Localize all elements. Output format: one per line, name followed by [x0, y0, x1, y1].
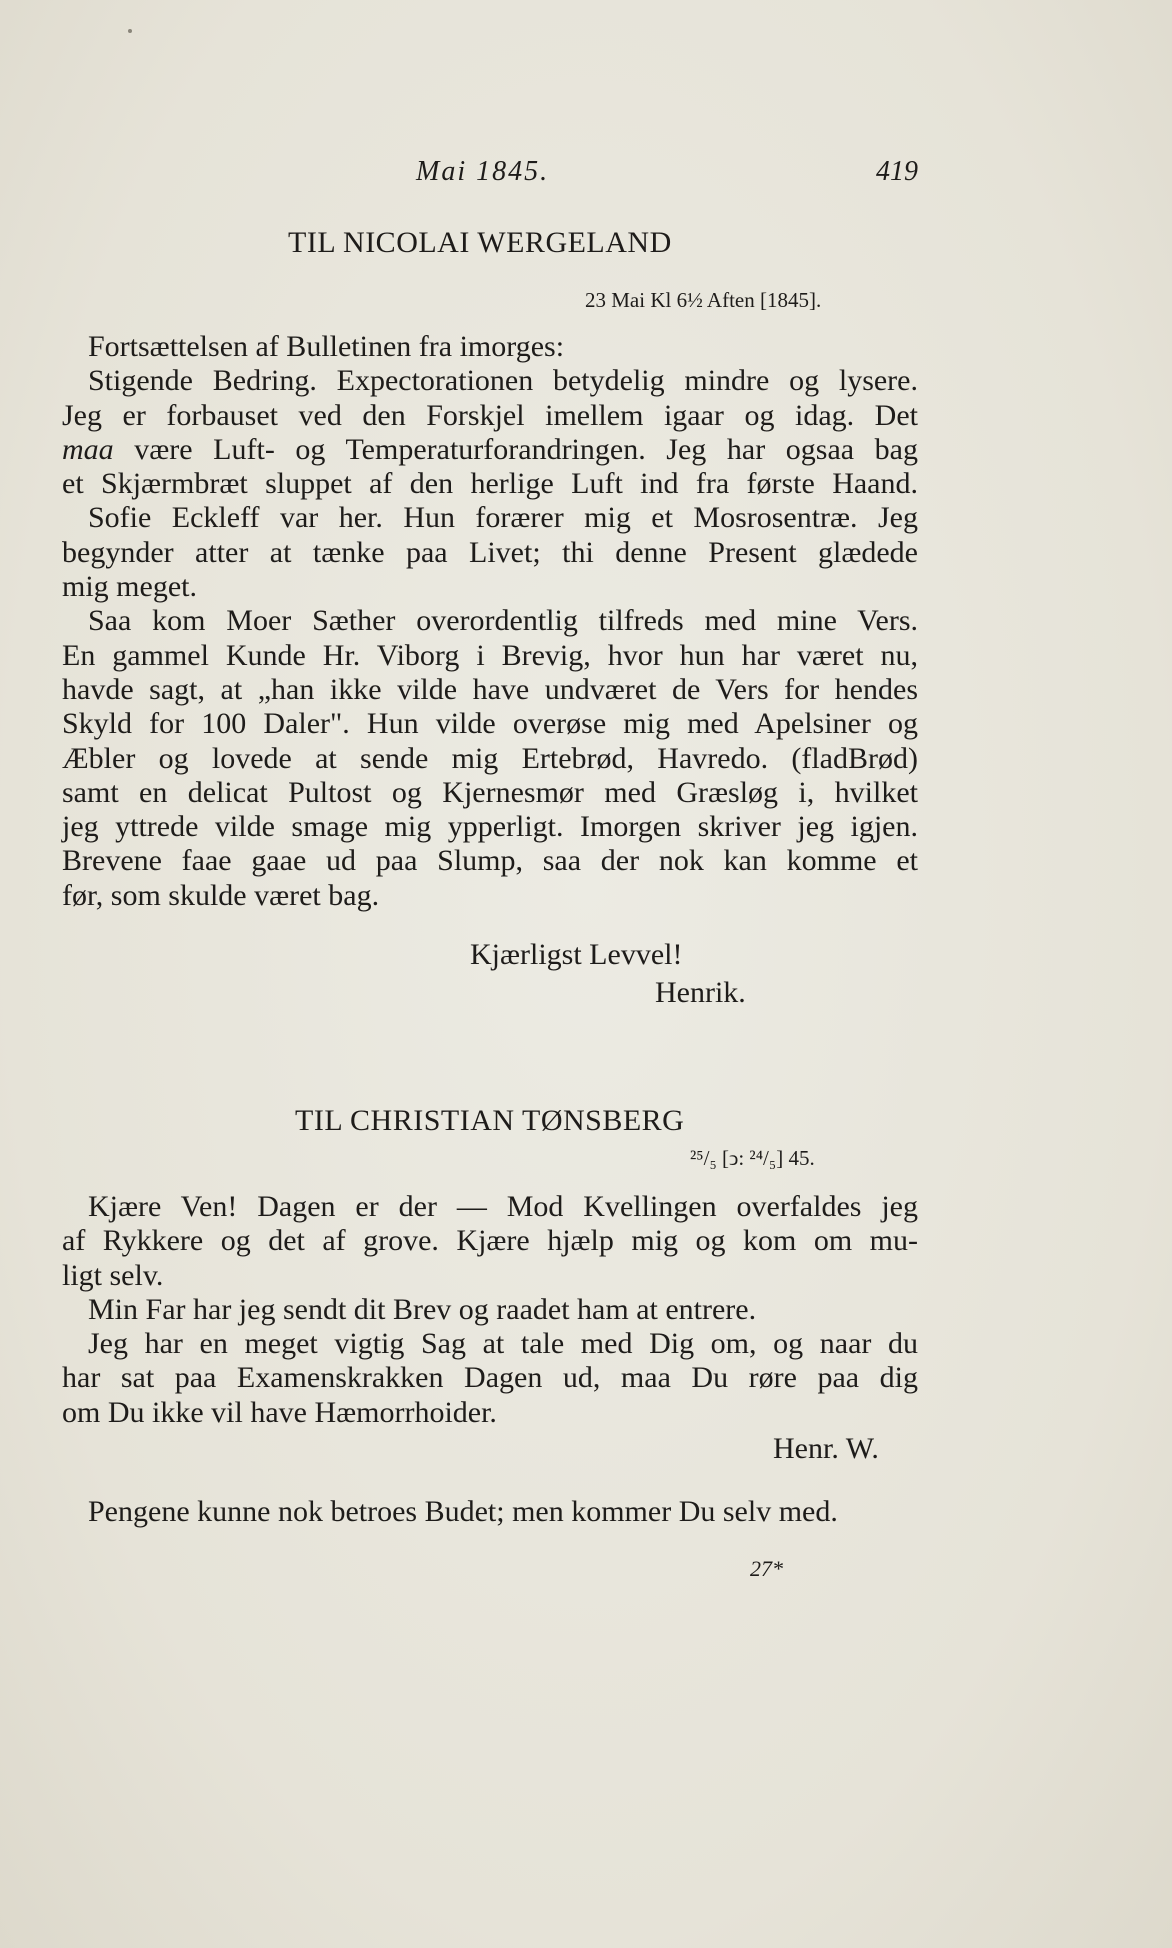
text-line: Sofie Eckleff var her. Hun forærer mig et Mosrosentræ. Jeg: [88, 501, 918, 535]
text-line: Min Far har jeg sendt dit Brev og raadet ham at entrere.: [88, 1292, 757, 1326]
text-line: begynder atter at tænke paa Livet; thi denne Present glædede: [62, 535, 918, 569]
text-line: samt en delicat Pultost og Kjernesmør med Græsløg i, hvilket: [62, 775, 918, 809]
text-line: En gammel Kunde Hr. Viborg i Brevig, hvor hun har været nu,: [62, 638, 918, 672]
folio-mark: 27*: [750, 1556, 783, 1581]
text-line: af Rykkere og det af grove. Kjære hjælp mig og kom om mu-: [62, 1224, 918, 1258]
letter2-dateline: ²⁵/₅ [ↄ: ²⁴/₅] 45.: [690, 1146, 815, 1170]
letter1-signature: Henrik.: [655, 976, 746, 1009]
letter2-signature: Henr. W.: [773, 1432, 879, 1465]
text-line: før, som skulde været bag.: [62, 878, 380, 912]
text-line: mig meget.: [62, 570, 197, 604]
letter2-heading: TIL CHRISTIAN TØNSBERG: [295, 1104, 685, 1137]
text-line: Saa kom Moer Sæther overordentlig tilfreds med mine Vers.: [88, 604, 918, 638]
letter1-body: [62, 330, 918, 913]
text-line: Skyld for 100 Daler". Hun vilde overøse mig med Apelsiner og: [62, 707, 918, 741]
text-line: ligt selv.: [62, 1258, 164, 1292]
running-head: [60, 156, 920, 196]
text-line: Brevene faae gaae ud paa Slump, saa der nok kan komme et: [62, 844, 918, 878]
letter1-dateline: 23 Mai Kl 6½ Aften [1845].: [585, 288, 822, 312]
text-line: jeg yttrede vilde smage mig ypperligt. Imorgen skriver jeg igjen.: [62, 810, 918, 844]
text-line: Fortsættelsen af Bulletinen fra imorges:: [88, 330, 565, 363]
page-number: 419: [876, 156, 918, 187]
running-head-title: Mai 1845.: [416, 156, 550, 187]
postscript: Pengene kunne nok betroes Budet; men kommer Du selv med.: [88, 1495, 838, 1528]
text-line: Jeg er forbauset ved den Forskjel imellem igaar og idag. Det: [62, 398, 918, 432]
text-line: har sat paa Examenskrakken Dagen ud, maa Du røre paa dig: [62, 1361, 918, 1395]
text-line: Jeg har en meget vigtig Sag at tale med Dig om, og naar du: [88, 1327, 918, 1361]
letter2-body: [62, 1190, 918, 1430]
letter1-heading: TIL NICOLAI WERGELAND: [288, 226, 672, 259]
text-line: Æbler og lovede at sende mig Ertebrød, Havredo. (fladBrød): [62, 741, 918, 775]
emphasis-text: maa: [62, 432, 114, 466]
paper-speck: [128, 29, 132, 33]
text-line: havde sagt, at „han ikke vilde have undværet de Vers for hendes: [62, 672, 918, 706]
letter1-closing: Kjærligst Levvel!: [470, 938, 683, 971]
text-line: maa være Luft- og Temperaturforandringen. Jeg har ogsaa bag: [62, 432, 918, 466]
text-line: om Du ikke vil have Hæmorrhoider.: [62, 1395, 497, 1429]
text-line: Kjære Ven! Dagen er der — Mod Kvellingen overfaldes jeg: [88, 1190, 918, 1223]
text-line: Stigende Bedring. Expectorationen betydelig mindre og lysere.: [88, 364, 918, 398]
text-line: et Skjærmbræt sluppet af den herlige Luft ind fra første Haand.: [62, 467, 918, 501]
